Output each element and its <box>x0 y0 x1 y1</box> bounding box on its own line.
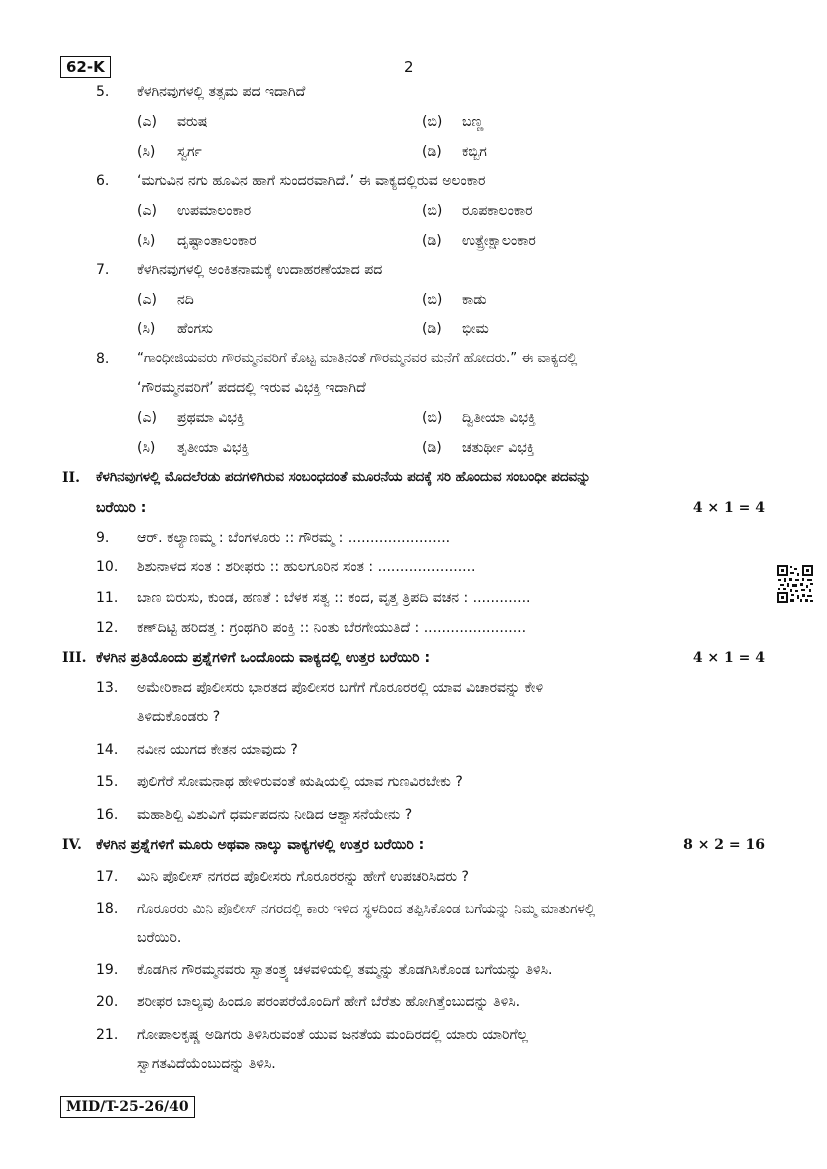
section-number: II. <box>62 470 80 486</box>
section-instruction-continued: ಬರೆಯಿರಿ : <box>96 500 147 516</box>
option-d <box>422 142 487 162</box>
option-text: ತೃತೀಯಾ ವಿಭಕ್ತಿ <box>177 440 250 456</box>
option-c <box>137 142 202 162</box>
option-label: (ಡಿ) <box>422 144 442 160</box>
question-text-continued: ‘ಗೌರಮ್ಮನವರಿಗೆ’ ಪದದಲ್ಲಿ ಇರುವ ವಿಭಕ್ತಿ ಇದಾಗಿದೆ <box>137 380 366 396</box>
option-text: ದೃಷ್ಟಾಂತಾಲಂಕಾರ <box>177 233 257 249</box>
question-text: ಕೆಳಗಿನವುಗಳಲ್ಲಿ ಅಂಕಿತನಾಮಕ್ಕೆ ಉದಾಹರಣೆಯಾದ ಪದ <box>137 262 383 278</box>
option-label: (ಬಿ) <box>422 114 443 130</box>
question-text: ಕಣ್‌ದಿಟ್ಟಿ ಹರಿದತ್ತ : ಗ್ರಂಥಗಿರಿ ಪಂಕ್ತಿ :: ನಿಂತು ಬೆರಗೇಯುತಿದೆ : ....................... <box>137 620 527 636</box>
question-text: ನವೀನ ಯುಗದ ಕೇತನ ಯಾವುದು ? <box>137 742 298 758</box>
option-text: ಪ್ರಥಮಾ ವಿಭಕ್ತಿ <box>177 410 245 426</box>
option-text: ನದಿ <box>177 292 194 308</box>
option-label: (ಸಿ) <box>137 233 156 249</box>
page-number: 2 <box>404 58 414 76</box>
question-number: 9. <box>96 530 110 546</box>
question-number: 20. <box>96 994 119 1010</box>
option-label: (ಸಿ) <box>137 440 156 456</box>
section-marks: 4 × 1 = 4 <box>692 650 765 666</box>
question-number: 19. <box>96 962 119 978</box>
option-a <box>137 201 251 221</box>
option-text: ಉತ್ಪ್ರೇಕ್ಷಾಲಂಕಾರ <box>462 233 536 249</box>
option-c <box>137 319 213 339</box>
option-text: ಬಣ್ಣ <box>462 114 484 130</box>
option-b <box>422 201 532 221</box>
question-text-continued: ಸ್ವಾಗತವಿದೆಯೆಂಬುದನ್ನು ತಿಳಿಸಿ. <box>137 1056 276 1072</box>
question-number: 5. <box>96 84 110 100</box>
question-number: 21. <box>96 1027 119 1043</box>
option-label: (ಸಿ) <box>137 321 156 337</box>
question-text: ಮಿನಿ ಪೊಲೀಸ್ ನಗರದ ಪೊಲೀಸರು ಗೊರೂರರನ್ನು ಹೇಗೆ ಉಪಚರಿಸಿದರು ? <box>137 869 469 885</box>
option-c <box>137 438 249 458</box>
option-text: ಸ್ವರ್ಗ <box>177 144 202 160</box>
question-text-continued: ಬರೆಯಿರಿ. <box>137 930 182 946</box>
section-instruction: ಕೆಳಗಿನ ಪ್ರತಿಯೊಂದು ಪ್ರಶ್ನೆಗಳಿಗೆ ಒಂದೊಂದು ವಾಕ್ಯದಲ್ಲಿ ಉತ್ತರ ಬರೆಯಿರಿ : <box>96 650 431 666</box>
question-text: ಗೊರೂರರು ಮಿನಿ ಪೊಲೀಸ್ ನಗರದಲ್ಲಿ ಕಾರು ಇಳಿದ ಸ್ಥಳದಿಂದ ತಪ್ಪಿಸಿಕೊಂಡ ಬಗೆಯನ್ನು ನಿಮ್ಮ ಮಾತುಗಳಲ್ಲಿ <box>137 901 596 917</box>
option-a <box>137 290 194 310</box>
option-label: (ಎ) <box>137 114 157 130</box>
question-number: 16. <box>96 807 119 823</box>
option-d <box>422 319 489 339</box>
section-marks: 4 × 1 = 4 <box>692 500 765 516</box>
section-marks: 8 × 2 = 16 <box>683 837 765 853</box>
question-text: ಕೆಳಗಿನವುಗಳಲ್ಲಿ ತತ್ಸಮ ಪದ ಇದಾಗಿದೆ <box>137 84 306 100</box>
option-d <box>422 438 535 458</box>
question-text: ಶಿಶುನಾಳದ ಸಂತ : ಶರೀಫರು :: ಹುಲಗೂರಿನ ಸಂತ : ...................... <box>137 559 476 575</box>
option-c <box>137 231 257 251</box>
option-a <box>137 112 207 132</box>
option-label: (ಬಿ) <box>422 203 443 219</box>
question-number: 18. <box>96 901 119 917</box>
option-text: ಕಾಡು <box>462 292 487 308</box>
question-number: 7. <box>96 262 110 278</box>
section-instruction: ಕೆಳಗಿನ ಪ್ರಶ್ನೆಗಳಿಗೆ ಮೂರು ಅಥವಾ ನಾಲ್ಕು ವಾಕ್ಯಗಳಲ್ಲಿ ಉತ್ತರ ಬರೆಯಿರಿ : <box>96 837 425 853</box>
question-text: ‘ಮಗುವಿನ ನಗು ಹೂವಿನ ಹಾಗೆ ಸುಂದರವಾಗಿದೆ.’ ಈ ವಾಕ್ಯದಲ್ಲಿರುವ ಅಲಂಕಾರ <box>137 173 486 189</box>
question-number: 14. <box>96 742 119 758</box>
question-text: ಕೊಡಗಿನ ಗೌರಮ್ಮನವರು ಸ್ವಾತಂತ್ರ್ಯ ಚಳವಳಿಯಲ್ಲಿ ತಮ್ಮನ್ನು ತೊಡಗಿಸಿಕೊಂಡ ಬಗೆಯನ್ನು ತಿಳಿಸಿ. <box>137 962 553 978</box>
option-d <box>422 231 536 251</box>
option-text: ದ್ವಿತೀಯಾ ವಿಭಕ್ತಿ <box>462 410 536 426</box>
option-label: (ಬಿ) <box>422 292 443 308</box>
option-label: (ಬಿ) <box>422 410 443 426</box>
question-number: 12. <box>96 620 119 636</box>
option-text: ಭೀಮ <box>462 321 489 337</box>
qr-code-icon <box>776 564 814 604</box>
option-label: (ಎ) <box>137 203 157 219</box>
section-number: III. <box>62 650 87 666</box>
section-number: IV. <box>62 837 82 853</box>
question-text: ಗೋಪಾಲಕೃಷ್ಣ ಅಡಿಗರು ತಿಳಿಸಿರುವಂತೆ ಯುವ ಜನತೆಯ ಮಂದಿರದಲ್ಲಿ ಯಾರು ಯಾರಿಗೆಲ್ಲ <box>137 1027 528 1043</box>
question-text: ಬಾಣ ಬಿರುಸು, ಕುಂಡ, ಹಣತೆ : ಬೆಳಕ ಸತ್ವ :: ಕಂದ, ವೃತ್ತ ತ್ರಿಪದಿ ವಚನ : ............. <box>137 590 531 606</box>
paper-code: 62-K <box>60 56 111 78</box>
option-label: (ಎ) <box>137 292 157 308</box>
option-text: ರೂಪಕಾಲಂಕಾರ <box>462 203 533 219</box>
question-text: ಪುಲಿಗೆರೆ ಸೋಮನಾಥ ಹೇಳಿರುವಂತೆ ಋಷಿಯಲ್ಲಿ ಯಾವ ಗುಣವಿರಬೇಕು ? <box>137 774 463 790</box>
question-number: 10. <box>96 559 119 575</box>
question-text: ಅಮೇರಿಕಾದ ಪೊಲೀಸರು ಭಾರತದ ಪೊಲೀಸರ ಬಗೆಗೆ ಗೊರೂರರಲ್ಲಿ ಯಾವ ವಿಚಾರವನ್ನು ಕೇಳಿ <box>137 680 544 696</box>
question-text: ಶರೀಫರ ಬಾಲ್ಯವು ಹಿಂದೂ ಪರಂಪರೆಯೊಂದಿಗೆ ಹೇಗೆ ಬೆರೆತು ಹೋಗಿತ್ತೆಂಬುದನ್ನು ತಿಳಿಸಿ. <box>137 994 521 1010</box>
question-number: 8. <box>96 351 110 367</box>
option-text: ಉಪಮಾಲಂಕಾರ <box>177 203 252 219</box>
question-text: ಮಹಾಶಿಲ್ಪಿ ವಿಶುವಿಗೆ ಧರ್ಮಪದನು ನೀಡಿದ ಆಶ್ವಾಸನೆಯೇನು ? <box>137 807 413 823</box>
option-label: (ಡಿ) <box>422 233 442 249</box>
option-b <box>422 408 536 428</box>
question-number: 11. <box>96 590 119 606</box>
section-instruction: ಕೆಳಗಿನವುಗಳಲ್ಲಿ ಮೊದಲೆರಡು ಪದಗಳಿಗಿರುವ ಸಂಬಂಧದಂತೆ ಮೂರನೆಯ ಪದಕ್ಕೆ ಸರಿ ಹೊಂದುವ ಸಂಬಂಧೀ ಪದವನ್ನು <box>96 470 591 485</box>
question-number: 15. <box>96 774 119 790</box>
question-number: 17. <box>96 869 119 885</box>
question-text: ಆರ್. ಕಲ್ಯಾಣಮ್ಮ : ಬೆಂಗಳೂರು :: ಗೌರಮ್ಮ : ....................... <box>137 530 451 546</box>
option-label: (ಡಿ) <box>422 440 442 456</box>
option-label: (ಎ) <box>137 410 157 426</box>
option-a <box>137 408 245 428</box>
question-text: “ಗಾಂಧೀಜಿಯವರು ಗೌರಮ್ಮನವರಿಗೆ ಕೊಟ್ಟ ಮಾತಿನಂತೆ ಗೌರಮ್ಮನವರ ಮನೆಗೆ ಹೋದರು.” ಈ ವಾಕ್ಯದಲ್ಲಿ <box>137 351 578 366</box>
question-text-continued: ತಿಳಿದುಕೊಂಡರು ? <box>137 709 221 725</box>
option-label: (ಡಿ) <box>422 321 442 337</box>
option-text: ವರುಷ <box>177 114 208 130</box>
option-label: (ಸಿ) <box>137 144 156 160</box>
option-b <box>422 290 487 310</box>
option-text: ಚತುರ್ಥೀ ವಿಭಕ್ತಿ <box>462 440 535 456</box>
option-text: ಕಬ್ಬಿಗ <box>462 144 487 160</box>
question-number: 6. <box>96 173 110 189</box>
option-text: ಹೆಂಗಸು <box>177 321 213 337</box>
footer-code: MID/T-25-26/40 <box>60 1096 195 1118</box>
option-b <box>422 112 483 132</box>
question-number: 13. <box>96 680 119 696</box>
